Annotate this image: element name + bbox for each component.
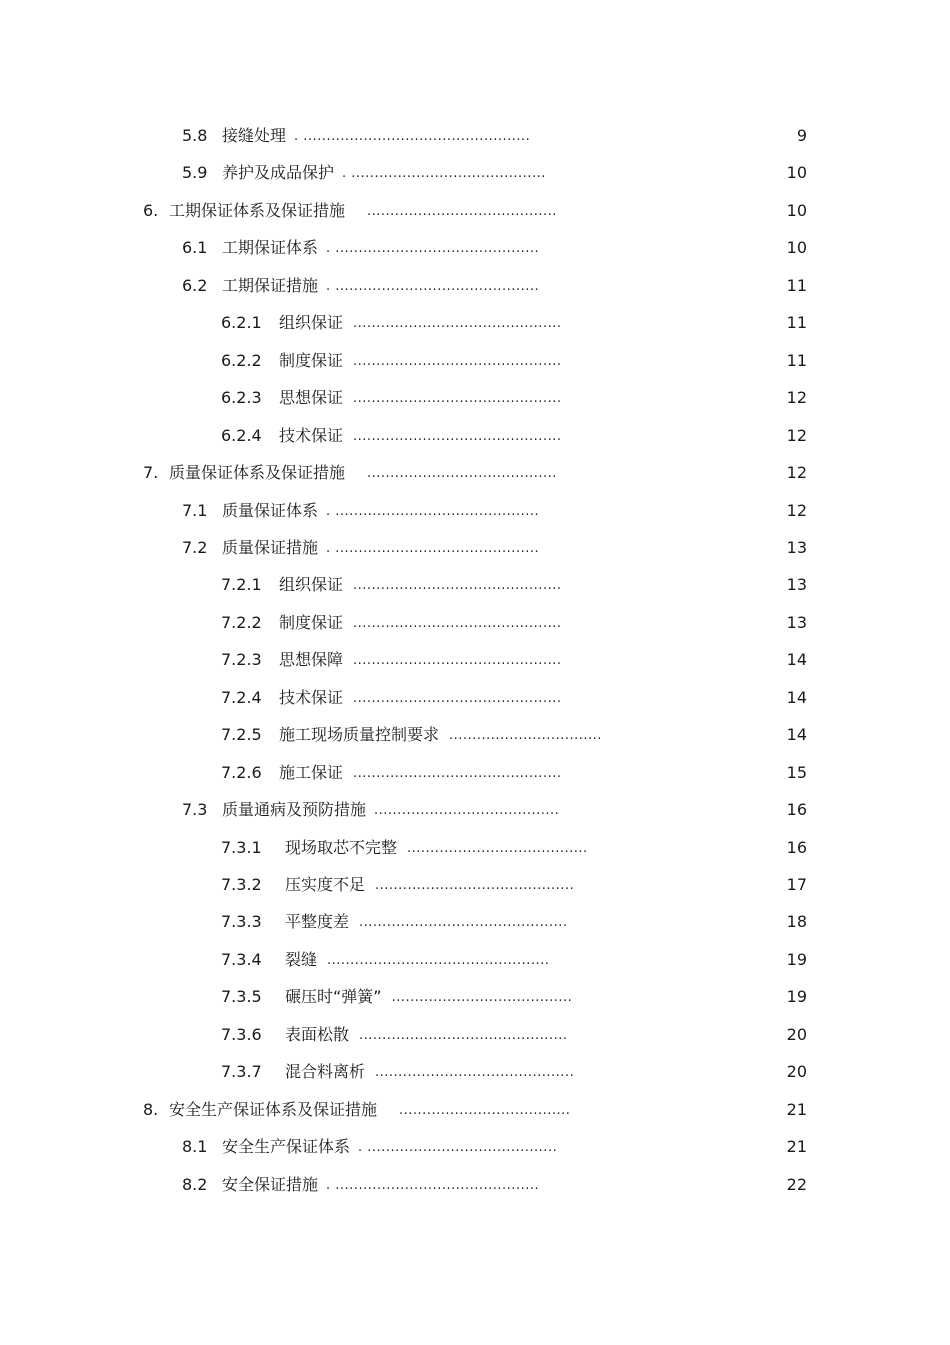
toc-section-number: 6.2.2 (221, 350, 262, 370)
toc-section-title: 平整度差 (285, 912, 350, 932)
toc-section-title: 组织保证 (279, 575, 344, 595)
toc-row[interactable] (0, 121, 950, 151)
toc-page-number: 18 (786, 912, 807, 932)
toc-entry (221, 758, 561, 790)
toc-leader-dots: ............................................. (359, 915, 568, 931)
toc-entry (221, 346, 561, 378)
toc-entry (143, 458, 557, 490)
toc-section-title: 压实度不足 (285, 875, 366, 894)
toc-section-number: 8. (143, 1099, 159, 1119)
toc-leader-dots: . ......................................... (358, 1140, 558, 1156)
toc-leader-dots: ............................................. (353, 316, 562, 332)
toc-row[interactable] (0, 758, 950, 788)
toc-page-number: 14 (786, 650, 807, 670)
toc-section-title: 质量保证措施 (222, 537, 319, 557)
toc-row[interactable] (0, 683, 950, 713)
toc-row[interactable] (0, 308, 950, 338)
toc-page-number: 15 (786, 762, 807, 782)
toc-page-number: 16 (786, 800, 807, 820)
toc-section-number: 7.2.6 (221, 762, 262, 782)
toc-entry (182, 233, 539, 265)
toc-row[interactable] (0, 1132, 950, 1162)
toc-section-number: 7.1 (182, 500, 208, 520)
toc-row[interactable] (0, 383, 950, 413)
toc-entry (221, 383, 561, 415)
toc-leader-dots: ............................................. (353, 690, 562, 706)
toc-entry (143, 1095, 570, 1127)
toc-page-number: 20 (786, 1024, 807, 1044)
toc-section-number: 8.2 (182, 1174, 208, 1194)
toc-entry (221, 907, 567, 939)
toc-section-number: 6.2 (182, 275, 208, 295)
toc-leader-dots: ............................................. (359, 1027, 568, 1043)
toc-section-number: 7.2 (182, 537, 208, 557)
toc-section-title: 养护及成品保护 (222, 163, 335, 183)
toc-row[interactable] (0, 870, 950, 900)
toc-section-number: 5.9 (182, 163, 208, 183)
toc-section-number: 7.3.1 (221, 837, 262, 857)
toc-entry (182, 533, 539, 565)
toc-entry (221, 833, 588, 865)
toc-row[interactable] (0, 196, 950, 226)
toc-leader-dots: . ............................................ (326, 540, 540, 556)
toc-leader-dots: ........................................... (375, 878, 575, 893)
toc-page-number: 19 (786, 987, 807, 1007)
toc-page-number: 13 (786, 612, 807, 632)
toc-section-title: 质量保证体系 (222, 500, 319, 520)
toc-page-number: 11 (786, 275, 807, 295)
toc-section-title: 制度保证 (279, 612, 344, 632)
toc-entry (182, 271, 539, 303)
toc-leader-dots: ............................................. (353, 353, 562, 369)
toc-entry (221, 608, 561, 640)
toc-leader-dots: . ............................................ (326, 1177, 540, 1193)
toc-section-title: 组织保证 (279, 313, 344, 333)
toc-section-title: 工期保证体系 (222, 238, 319, 258)
toc-leader-dots: ......................................... (367, 466, 557, 482)
toc-section-title: 技术保证 (279, 425, 344, 445)
toc-section-title: 质量保证体系及保证措施 (169, 463, 346, 483)
toc-entry (221, 870, 574, 902)
toc-row[interactable] (0, 458, 950, 488)
toc-section-number: 7.2.5 (221, 725, 262, 745)
toc-leader-dots: ............................................. (353, 428, 562, 444)
toc-section-number: 8.1 (182, 1137, 208, 1157)
toc-section-title: 安全生产保证体系 (222, 1137, 351, 1157)
toc-page-number: 16 (786, 837, 807, 857)
toc-row[interactable] (0, 720, 950, 750)
toc-page-number: 20 (786, 1062, 807, 1082)
toc-page-number: 14 (786, 725, 807, 745)
toc-section-number: 6.2.1 (221, 313, 262, 333)
toc-page-number: 11 (786, 313, 807, 333)
toc-section-number: 6.2.3 (221, 388, 262, 408)
toc-section-title: 技术保证 (279, 687, 344, 707)
toc-leader-dots: . .......................................... (342, 166, 546, 182)
toc-entry (221, 982, 572, 1014)
toc-leader-dots: . ............................................ (326, 278, 540, 294)
toc-entry (182, 1170, 539, 1202)
toc-page-number: 12 (786, 388, 807, 408)
toc-section-number: 7. (143, 463, 159, 483)
toc-row[interactable] (0, 645, 950, 675)
toc-leader-dots: . ............................................ (326, 241, 540, 257)
toc-section-title: 接缝处理 (222, 126, 287, 145)
toc-entry (221, 421, 561, 453)
toc-page-number: 19 (786, 949, 807, 969)
toc-section-title: 碾压时“弹簧” (285, 987, 382, 1007)
toc-row[interactable] (0, 158, 950, 188)
toc-entry (143, 196, 557, 228)
toc-section-number: 6.1 (182, 238, 208, 258)
toc-leader-dots: ................................. (449, 728, 602, 744)
toc-leader-dots: ............................................. (353, 578, 562, 594)
toc-row[interactable] (0, 1057, 950, 1087)
toc-entry (221, 945, 549, 977)
toc-row[interactable] (0, 421, 950, 451)
toc-row[interactable] (0, 833, 950, 863)
toc-section-title: 裂缝 (285, 949, 318, 969)
toc-row[interactable] (0, 907, 950, 937)
toc-section-number: 7.3.7 (221, 1062, 262, 1082)
toc-section-number: 7.3.4 (221, 949, 262, 969)
toc-row[interactable] (0, 608, 950, 638)
toc-section-number: 7.2.2 (221, 612, 262, 632)
toc-leader-dots: . ................................................. (294, 129, 531, 144)
toc-section-number: 7.3.2 (221, 875, 262, 894)
toc-leader-dots: ........................................... (375, 1065, 575, 1081)
toc-row[interactable] (0, 271, 950, 301)
toc-section-title: 施工保证 (279, 762, 344, 782)
toc-leader-dots: ....................................... (391, 990, 573, 1006)
toc-entry (182, 795, 559, 827)
toc-row[interactable] (0, 1170, 950, 1200)
toc-page-number: 21 (786, 1137, 807, 1157)
toc-section-number: 6. (143, 200, 159, 220)
toc-section-title: 安全生产保证体系及保证措施 (169, 1099, 378, 1119)
toc-row[interactable] (0, 1020, 950, 1050)
toc-row[interactable] (0, 570, 950, 600)
toc-section-title: 工期保证措施 (222, 275, 319, 295)
toc-leader-dots: ....................................... (407, 840, 588, 856)
toc-section-number: 6.2.4 (221, 425, 262, 445)
toc-entry (221, 683, 561, 715)
toc-entry (221, 1057, 574, 1089)
toc-section-title: 混合料离析 (285, 1062, 366, 1082)
toc-entry (221, 720, 602, 752)
toc-entry (182, 158, 546, 190)
toc-section-number: 7.2.4 (221, 687, 262, 707)
toc-section-title: 思想保障 (279, 650, 344, 670)
toc-section-title: 质量通病及预防措施 (222, 800, 367, 820)
toc-page-number: 10 (786, 238, 807, 258)
toc-page-number: 14 (786, 687, 807, 707)
toc-section-title: 安全保证措施 (222, 1174, 319, 1194)
toc-leader-dots: ............................................. (353, 765, 562, 781)
toc-section-title: 制度保证 (279, 350, 344, 370)
toc-leader-dots: ..................................... (399, 1102, 571, 1118)
toc-section-number: 7.3 (182, 800, 208, 820)
toc-row[interactable] (0, 795, 950, 825)
toc-section-title: 工期保证体系及保证措施 (169, 200, 346, 220)
toc-page-number: 12 (786, 463, 807, 483)
toc-section-number: 5.8 (182, 126, 208, 145)
toc-page-number: 21 (786, 1099, 807, 1119)
toc-section-number: 7.2.1 (221, 575, 262, 595)
toc-leader-dots: ................................................ (327, 952, 550, 968)
toc-entry (221, 645, 561, 677)
toc-page-number: 22 (786, 1174, 807, 1194)
toc-page-number: 13 (786, 575, 807, 595)
toc-page-number: 17 (786, 875, 807, 894)
toc-page-number: 10 (786, 200, 807, 220)
toc-row[interactable] (0, 982, 950, 1012)
toc-entry (182, 121, 530, 153)
toc-row[interactable] (0, 233, 950, 263)
toc-row[interactable] (0, 496, 950, 526)
toc-page-number: 13 (786, 537, 807, 557)
toc-section-number: 7.3.3 (221, 912, 262, 932)
toc-row[interactable] (0, 533, 950, 563)
toc-section-number: 7.3.5 (221, 987, 262, 1007)
toc-entry (221, 570, 561, 602)
toc-leader-dots: ........................................ (374, 803, 560, 819)
toc-section-number: 7.2.3 (221, 650, 262, 670)
toc-page-number: 9 (796, 126, 807, 145)
toc-entry (182, 496, 539, 528)
toc-leader-dots: ............................................. (353, 615, 562, 631)
toc-page-number: 12 (786, 425, 807, 445)
toc-leader-dots: ............................................. (353, 391, 562, 407)
toc-leader-dots: ......................................... (367, 203, 557, 219)
toc-section-title: 思想保证 (279, 388, 344, 408)
toc-row[interactable] (0, 945, 950, 975)
toc-page-number: 11 (786, 350, 807, 370)
toc-row[interactable] (0, 1095, 950, 1125)
toc-section-title: 施工现场质量控制要求 (279, 725, 440, 745)
toc-leader-dots: . ............................................ (326, 503, 540, 519)
toc-row[interactable] (0, 346, 950, 376)
toc-page-number: 12 (786, 500, 807, 520)
toc-leader-dots: ............................................. (353, 653, 562, 669)
toc-entry (221, 1020, 567, 1052)
toc-section-number: 7.3.6 (221, 1024, 262, 1044)
toc-entry (182, 1132, 557, 1164)
toc-section-title: 表面松散 (285, 1024, 350, 1044)
toc-entry (221, 308, 561, 340)
toc-page-number: 10 (786, 163, 807, 183)
toc-section-title: 现场取芯不完整 (285, 837, 398, 857)
